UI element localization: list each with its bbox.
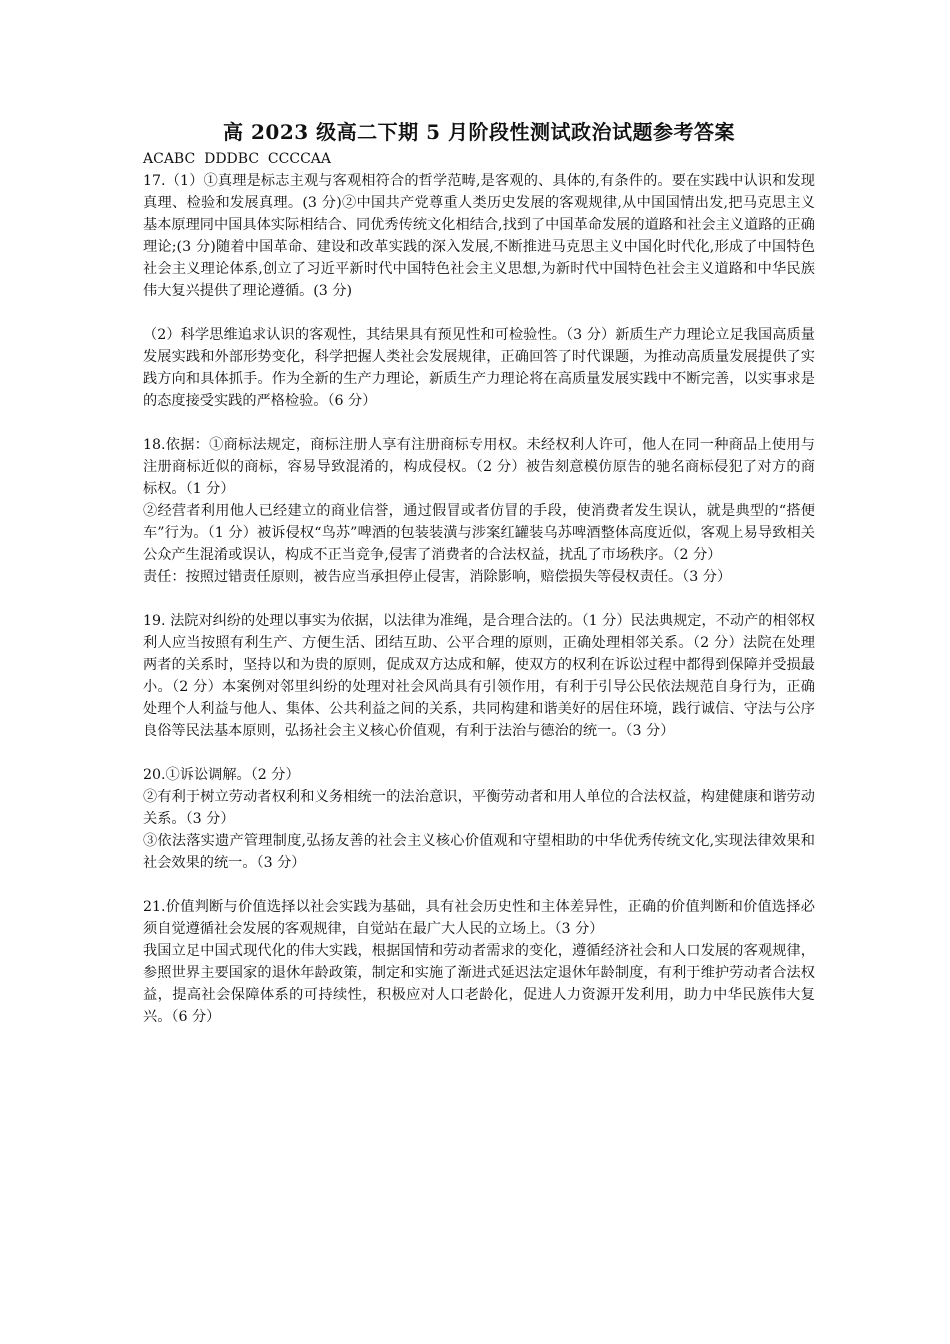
- answer-sheet: [143, 118, 815, 1028]
- q18-basis1: 18.依据：①商标法规定，商标注册人享有注册商标专用权。未经权利人许可，他人在同一种商品上使用与注册商标近似的商标，容易导致混淆的，构成侵权。（2 分）被告刻意模仿原告的驰名商标侵犯了对方的商标权。（1 分）: [143, 437, 815, 497]
- spacer: [143, 874, 815, 896]
- q21-part2: 我国立足中国式现代化的伟大实践，根据国情和劳动者需求的变化，遵循经济社会和人口发展的客观规律，参照世界主要国家的退休年龄政策，制定和实施了渐进式延迟法定退休年龄制度，有利于维护劳动者合法权益，提高社会保障体系的可持续性，积极应对人口老龄化，促进人力资源开发利用，助力中华民族伟大复兴。（6 分）: [143, 943, 815, 1025]
- q17-part1: 17.（1）①真理是标志主观与客观相符合的哲学范畴,是客观的、具体的,有条件的。要在实践中认识和发现真理、检验和发展真理。(3 分)②中国共产党尊重人类历史发展的客观规律,从中国国情出发,把马克思主义基本原理同中国具体实际相结合、同优秀传统文化相结合,找到了中国革命发展的道路和社会主义道路的正确理论;(3 分)随着中国革命、建设和改革实践的深入发展,不断推进马克思主义中国化时代化,形成了中国特色社会主义理论体系,创立了习近平新时代中国特色社会主义思想,为新时代中国特色社会主义道路和中华民族伟大复兴提供了理论遵循。(3 分): [143, 173, 815, 299]
- q19-text: 19. 法院对纠纷的处理以事实为依据，以法律为准绳，是合理合法的。（1 分）民法典规定，不动产的相邻权利人应当按照有利生产、方便生活、团结互助、公平合理的原则，正确处理相邻关系。（2 分）法院在处理两者的关系时，坚持以和为贵的原则，促成双方达成和解，使双方的权利在诉讼过程中都得到保障并受损最小。（2 分）本案例对邻里纠纷的处理对社会风尚具有引领作用，有利于引导公民依法规范自身行为，正确处理个人利益与他人、集体、公共利益之间的关系，共同构建和谐美好的居住环境，践行诚信、守法与公序良俗等民法基本原则，弘扬社会主义核心价值观，有利于法治与德治的统一。（3 分）: [143, 613, 815, 739]
- q20-item1: 20.①诉讼调解。（2 分）: [143, 767, 300, 783]
- q21-part1: 21.价值判断与价值选择以社会实践为基础，具有社会历史性和主体差异性，正确的价值判断和价值选择必须自觉遵循社会发展的客观规律，自觉站在最广大人民的立场上。（3 分）: [143, 899, 815, 937]
- spacer: [143, 588, 815, 610]
- spacer: [143, 742, 815, 764]
- q17-part2: （2）科学思维追求认识的客观性，其结果具有预见性和可检验性。（3 分）新质生产力理论立足我国高质量发展实践和外部形势变化，科学把握人类社会发展规律，正确回答了时代课题，为推动高质量发展提供了实践方向和具体抓手。作为全新的生产力理论，新质生产力理论将在高质量发展实践中不断完善，以实事求是的态度接受实践的严格检验。（6 分）: [143, 327, 815, 409]
- q18-basis2: ②经营者利用他人已经建立的商业信誉，通过假冒或者仿冒的手段，使消费者发生误认，就是典型的“搭便车”行为。（1 分）被诉侵权“鸟苏”啤酒的包装装潢与涉案红罐装乌苏啤酒整体高度近似，客观上易导致相关公众产生混淆或误认，构成不正当竞争,侵害了消费者的合法权益，扰乱了市场秩序。（2 分）: [143, 503, 815, 563]
- q18-liability: 责任：按照过错责任原则，被告应当承担停止侵害，消除影响，赔偿损失等侵权责任。（3 分）: [143, 569, 732, 585]
- spacer: [143, 302, 815, 324]
- choice-answers: ACABC DDDBC CCCCAA: [143, 151, 331, 167]
- page-title: 高 2023 级高二下期 5 月阶段性测试政治试题参考答案: [223, 120, 735, 144]
- q20-item2: ②有利于树立劳动者权利和义务相统一的法治意识，平衡劳动者和用人单位的合法权益，构建健康和谐劳动关系。（3 分）: [143, 789, 815, 827]
- q20-item3: ③依法落实遗产管理制度,弘扬友善的社会主义核心价值观和守望相助的中华优秀传统文化,实现法律效果和社会效果的统一。（3 分）: [143, 833, 815, 871]
- spacer: [143, 412, 815, 434]
